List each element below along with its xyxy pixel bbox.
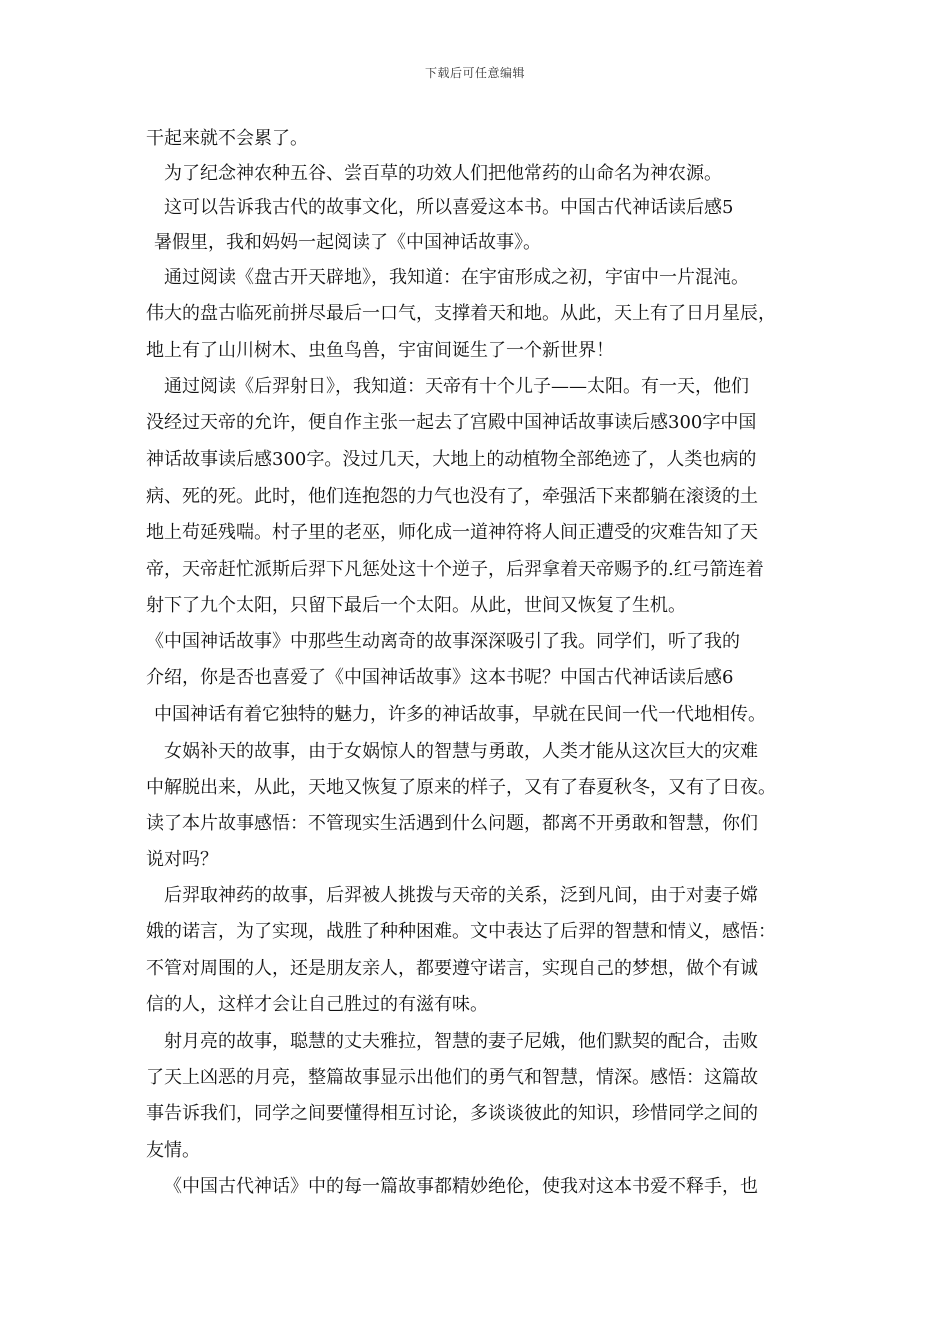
text-line: 为了纪念神农种五谷、尝百草的功效人们把他常药的山命名为神农源。 xyxy=(164,163,722,184)
text-line: 中解脱出来，从此，天地又恢复了原来的样子，又有了春夏秋冬，又有了日夜。 xyxy=(146,777,776,798)
text-line: 这可以告诉我古代的故事文化，所以喜爱这本书。中国古代神话读后感5 xyxy=(164,197,734,218)
text-line: 读了本片故事感悟：不管现实生活遇到什么问题，都离不开勇敢和智慧，你们 xyxy=(146,813,758,834)
text-line: 女娲补天的故事，由于女娲惊人的智慧与勇敢，人类才能从这次巨大的灾难 xyxy=(164,741,758,762)
text-line: 地上苟延残喘。村子里的老巫，师化成一道神符将人间正遭受的灾难告知了天 xyxy=(146,522,758,543)
text-line: 了天上凶恶的月亮，整篇故事显示出他们的勇气和智慧，情深。感悟：这篇故 xyxy=(146,1067,758,1088)
text-line: 暑假里，我和妈妈一起阅读了《中国神话故事》。 xyxy=(154,232,541,253)
text-line: 伟大的盘古临死前拼尽最后一口气，支撑着天和地。从此，天上有了日月星辰， xyxy=(146,303,776,324)
text-line: 射下了九个太阳，只留下最后一个太阳。从此，世间又恢复了生机。 xyxy=(146,595,686,616)
text-line: 没经过天帝的允许，便自作主张一起去了宫殿中国神话故事读后感300字中国 xyxy=(146,412,757,433)
text-line: 地上有了山川树木、虫鱼鸟兽，宇宙间诞生了一个新世界！ xyxy=(146,340,614,361)
text-line: 神话故事读后感300字。没过几天，大地上的动植物全部绝迹了，人类也病的 xyxy=(146,449,757,470)
text-line: 后羿取神药的故事，后羿被人挑拨与天帝的关系，泛到凡间，由于对妻子嫦 xyxy=(164,885,758,906)
text-line: 信的人，这样才会让自己胜过的有滋有味。 xyxy=(146,994,488,1015)
text-line: 《中国古代神话》中的每一篇故事都精妙绝伦，使我对这本书爱不释手，也 xyxy=(164,1176,758,1197)
text-line: 介绍，你是否也喜爱了《中国神话故事》这本书呢？中国古代神话读后感6 xyxy=(146,667,734,688)
text-line: 中国神话有着它独特的魅力，许多的神话故事，早就在民间一代一代地相传。 xyxy=(154,704,766,725)
text-line: 友情。 xyxy=(146,1140,200,1161)
text-line: 通过阅读《后羿射日》，我知道：天帝有十个儿子——太阳。有一天，他们 xyxy=(164,376,749,397)
text-line: 说对吗？ xyxy=(146,849,218,870)
text-line: 《中国神话故事》中那些生动离奇的故事深深吸引了我。同学们，听了我的 xyxy=(146,631,740,652)
text-line: 不管对周围的人，还是朋友亲人，都要遵守诺言，实现自己的梦想，做个有诚 xyxy=(146,958,758,979)
text-line: 事告诉我们，同学之间要懂得相互讨论，多谈谈彼此的知识，珍惜同学之间的 xyxy=(146,1103,758,1124)
text-line: 帝，天帝赶忙派斯后羿下凡惩处这十个逆子，后羿拿着天帝赐予的.红弓箭连着 xyxy=(146,559,764,580)
text-line: 病、死的死。此时，他们连抱怨的力气也没有了，牵强活下来都躺在滚烫的土 xyxy=(146,486,758,507)
page-header: 下载后可任意编辑 xyxy=(424,66,525,80)
text-line: 干起来就不会累了。 xyxy=(146,128,308,149)
text-line: 通过阅读《盘古开天辟地》，我知道：在宇宙形成之初，宇宙中一片混沌。 xyxy=(164,267,749,288)
text-line: 射月亮的故事，聪慧的丈夫雅拉，智慧的妻子尼娥，他们默契的配合，击败 xyxy=(164,1031,758,1052)
text-line: 娥的诺言，为了实现，战胜了种种困难。文中表达了后羿的智慧和情义，感悟： xyxy=(146,921,776,942)
